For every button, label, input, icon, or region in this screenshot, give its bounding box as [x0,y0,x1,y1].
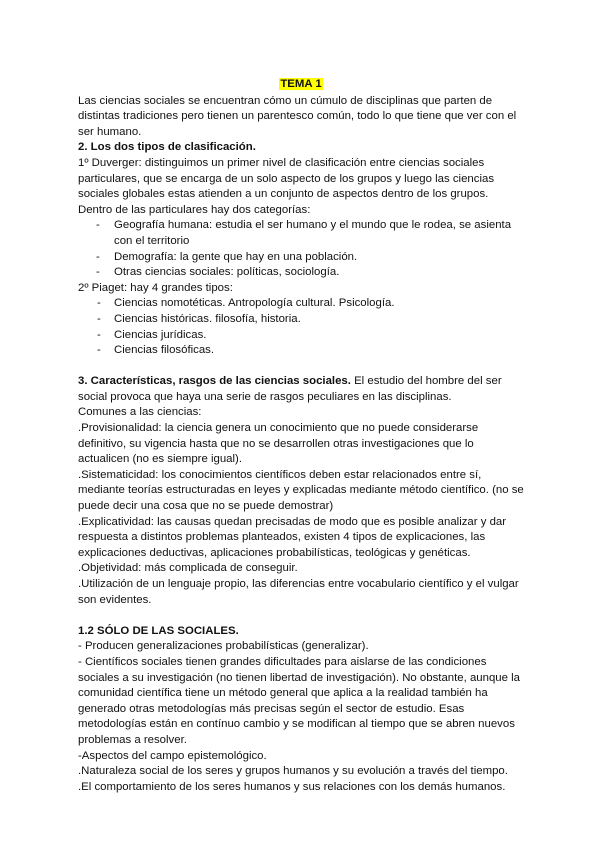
section2-heading: 2. Los dos tipos de clasificación. [78,141,256,154]
spacer [78,359,524,375]
intro-paragraph: Las ciencias sociales se encuentran cómo un cúmulo de disciplinas que parten de distintas tradiciones pero tienen un parentesco común, todo lo que tiene que ver con el ser humano. [78,94,517,138]
section12-paragraph: .Naturaleza social de los seres y grupos humanos y su evolución a través del tiempo. [78,765,508,778]
section3-paragraph: .Objetividad: más complicada de conseguir. [78,562,298,575]
section3-paragraph: .Utilización de un lenguaje propio, las diferencias entre vocabulario científico y el vulgar son evidentes. [78,578,519,606]
list-item: - Ciencias nomotéticas. Antropología cultural. Psicología. [78,296,524,312]
list-item: - Ciencias históricas. filosofía, historia. [78,312,524,328]
piaget-paragraph: 2º Piaget: hay 4 grandes tipos: [78,281,233,294]
section12-paragraph: - Científicos sociales tienen grandes dificultades para aislarse de las condiciones sociales a su investigación (no tienen libertad de investigación). No obstante, aunque la comunidad científica tiene un método general que aplica a la realidad también ha generado otras metodologías más precisas según el sector de estudio. Esas metodologías están en contínuo cambio y se modifican al tiempo que se abren nuevos problemas a resolver. [78,655,520,746]
section3-heading: 3. Características, rasgos de las ciencias sociales. [78,375,351,388]
document-page [78,77,524,795]
common-label: Comunes a las ciencias: [78,406,202,419]
section12-heading: 1.2 SÓLO DE LAS SOCIALES. [78,624,239,637]
piaget-list [78,296,524,358]
section3-heading-tail: El estudio del hombre del ser social provoca que haya una serie de rasgos peculiares en las disciplinas. [78,375,502,403]
section3-paragraph: .Sistematicidad: los conocimientos científicos deben estar relacionados entre sí, mediante teorías estructuradas en leyes y explicadas mediante método científico. (no se puede decir una cosa que no se puede demostrar) [78,468,524,513]
list-item: - Ciencias filosóficas. [78,343,524,359]
list-item: - Ciencias jurídicas. [78,328,524,344]
section12-paragraph: -Aspectos del campo epistemológico. [78,749,267,762]
list-item: - Demografía: la gente que hay en una población. [78,250,524,266]
list-item: - Otras ciencias sociales: políticas, sociología. [78,265,524,281]
spacer [78,608,524,624]
section12-paragraph: - Producen generalizaciones probabilísticas (generalizar). [78,640,369,653]
duverger-paragraph: 1º Duverger: distinguimos un primer nivel de clasificación entre ciencias sociales particulares, que se encarga de un solo aspecto de los grupos y luego las ciencias sociales globales estas atienden a un conjunto de aspectos dentro de los grupos. Dentro de las particulares hay dos categorías: [78,156,495,216]
section3-paragraph: .Explicatividad: las causas quedan precisadas de modo que es posible analizar y dar respuesta a distintos problemas planteados, existen 4 tipos de explicaciones, las explicaciones deductivas, aplicaciones probabilísticas, teológicas y genéticas. [78,515,507,559]
page-title: TEMA 1 [280,78,322,90]
list-item: - Geografía humana: estudia el ser humano y el mundo que le rodea, se asienta con el territorio [78,218,524,249]
title-wrap [78,77,524,93]
section12-paragraph: .El comportamiento de los seres humanos y sus relaciones con los demás humanos. [78,780,506,793]
section3-paragraph: .Provisionalidad: la ciencia genera un conocimiento que no puede considerarse definitivo, su vigencia hasta que no se desarrollen otras investigaciones que lo actualicen (no es siempre igual). [78,422,479,466]
duverger-list [78,218,524,280]
section3-intro [78,374,524,405]
